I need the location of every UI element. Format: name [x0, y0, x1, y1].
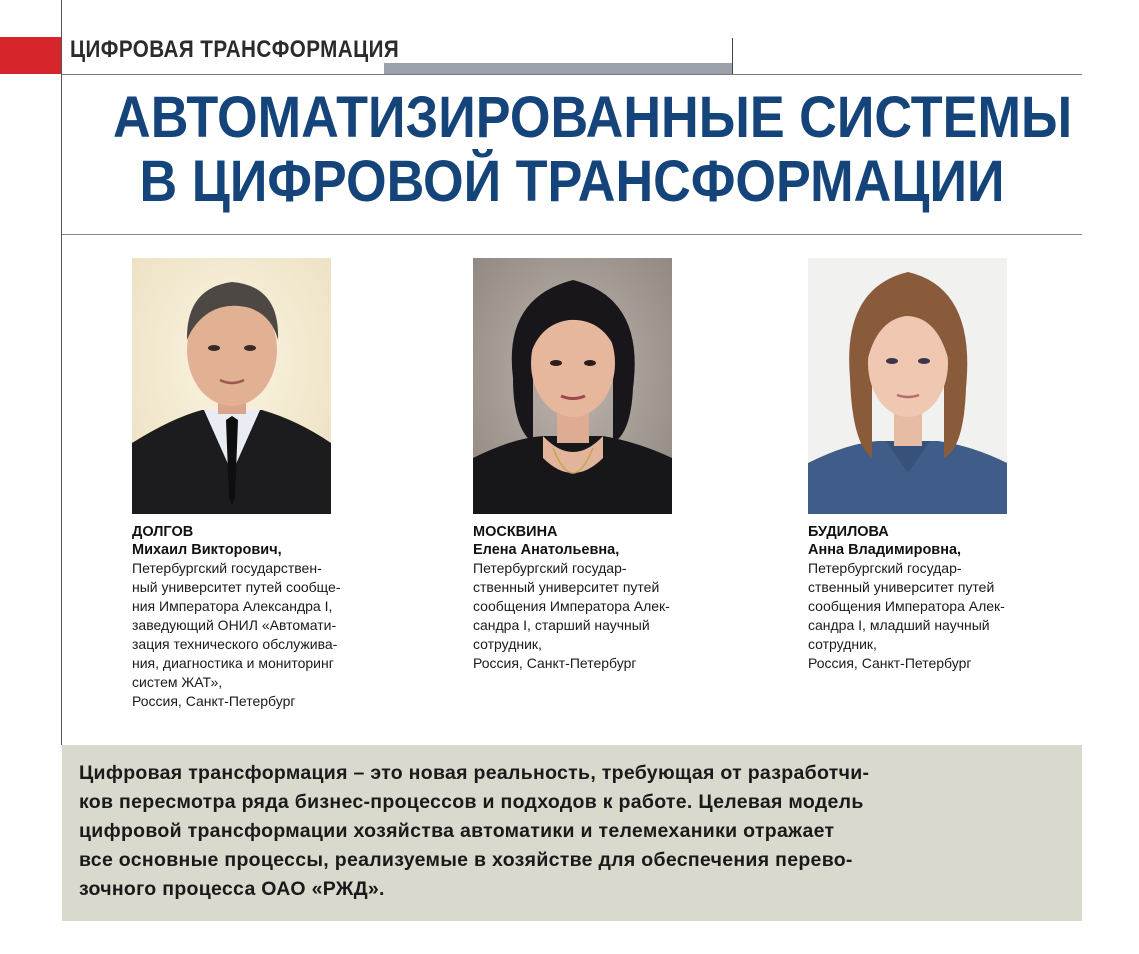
section-label: ЦИФРОВАЯ ТРАНСФОРМАЦИЯ	[70, 36, 400, 63]
author-card-budilova	[808, 258, 1068, 673]
author-surname: ДОЛГОВ	[132, 524, 194, 540]
author-photo-budilova	[808, 258, 1007, 514]
author-card-dolgov	[132, 258, 392, 711]
author-name: Елена Анатольевна,	[473, 542, 620, 558]
author-affiliation: Петербургский государствен- ный университет путей сообще- ния Императора Александра I, заведующий ОНИЛ «Автомати- зация технического обслужива- ния, диагностика и мониторинг систем ЖАТ», Россия, Санкт-Петербург	[132, 560, 341, 709]
header-divider-tick	[732, 38, 733, 74]
author-affiliation: Петербургский государ- ственный университет путей сообщения Императора Алек- сандра I, старший научный сотрудник, Россия, Санкт-Петербург	[473, 560, 670, 671]
author-surname: МОСКВИНА	[473, 524, 558, 540]
author-photo-moskvina	[473, 258, 672, 514]
abstract-text: Цифровая трансформация – это новая реальность, требующая от разработчи- ков пересмотра ряда бизнес-процессов и подходов к работе. Целевая модель цифровой трансформации хозяйства автоматики и телемеханики отражает все основные процессы, реализуемые в хозяйстве для обеспечения перево- зочного процесса ОАО «РЖД».	[79, 762, 870, 900]
header-grey-bar	[384, 63, 733, 74]
article-title-line-2: В ЦИФРОВОЙ ТРАНСФОРМАЦИИ	[139, 149, 1005, 214]
author-card-moskvina	[473, 258, 733, 673]
author-name: Михаил Викторович,	[132, 542, 282, 558]
article-title-line-1: АВТОМАТИЗИРОВАННЫЕ СИСТЕМЫ	[113, 85, 1073, 150]
section-color-tab	[0, 37, 62, 74]
title-rule	[62, 234, 1082, 235]
author-affiliation: Петербургский государ- ственный университет путей сообщения Императора Алек- сандра I, младший научный сотрудник, Россия, Санкт-Петербург	[808, 560, 1005, 671]
header-rule	[62, 74, 1082, 75]
abstract-box	[62, 745, 1082, 921]
author-name: Анна Владимировна,	[808, 542, 962, 558]
author-surname: БУДИЛОВА	[808, 524, 889, 540]
author-photo-dolgov	[132, 258, 331, 514]
article-title	[62, 86, 1082, 214]
